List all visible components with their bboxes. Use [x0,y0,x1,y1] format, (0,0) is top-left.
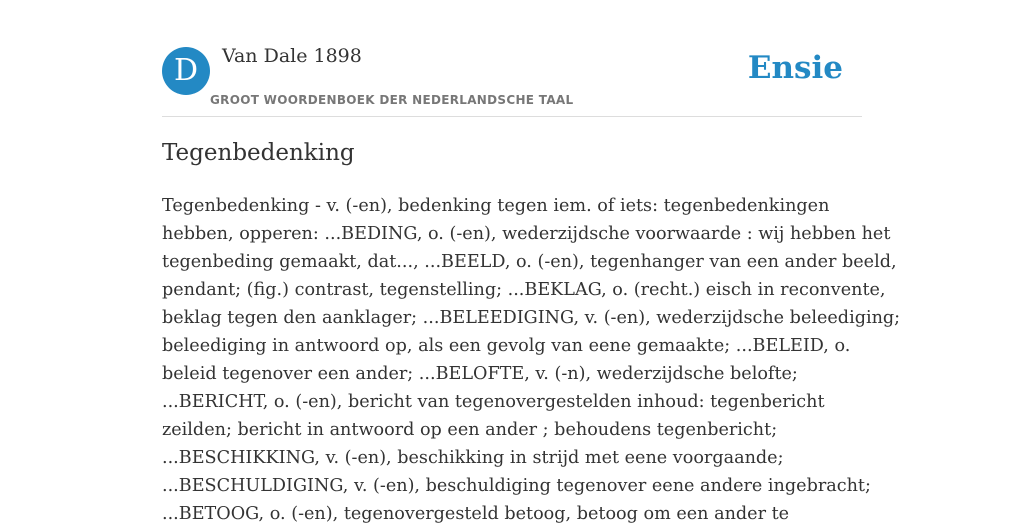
entry-title: Tegenbedenking [162,140,355,166]
entry-line: tegenbeding gemaakt, dat..., ...BEELD, o. (-en), tegenhanger van een ander beeld, [162,252,897,272]
entry-line: Tegenbedenking - v. (-en), bedenking tegen iem. of iets: tegenbedenkingen [162,196,830,216]
entry-body [162,192,901,528]
entry-line: zeilden; bericht in antwoord op een ander ; behoudens tegenbericht; [162,420,778,440]
entry-line: ...BESCHULDIGING, v. (-en), beschuldiging tegenover eene andere ingebracht; [162,476,871,496]
entry-line: beklag tegen den aanklager; ...BELEEDIGING, v. (-en), wederzijdsche beleediging; [162,308,901,328]
entry-line: ...BERICHT, o. (-en), bericht van tegenovergestelden inhoud: tegenbericht [162,392,825,412]
entry-line: beleid tegenover een ander; ...BELOFTE, v. (-n), wederzijdsche belofte; [162,364,798,384]
entry-line: beleediging in antwoord op, als een gevolg van eene gemaakte; ...BELEID, o. [162,336,851,356]
source-title[interactable]: Van Dale 1898 [222,45,362,67]
brand-logo[interactable]: Ensie [747,50,843,86]
entry-line: hebben, opperen: ...BEDING, o. (-en), wederzijdsche voorwaarde : wij hebben het [162,224,891,244]
entry-line: ...BETOOG, o. (-en), tegenovergesteld betoog, betoog om een ander te [162,504,790,524]
entry-line: pendant; (fig.) contrast, tegenstelling; ...BEKLAG, o. (recht.) eisch in reconvente, [162,280,886,300]
source-logo[interactable]: D [162,47,210,95]
source-subtitle: GROOT WOORDENBOEK DER NEDERLANDSCHE TAAL [210,93,574,107]
header [162,0,862,117]
entry-line: ...BESCHIKKING, v. (-en), beschikking in strijd met eene voorgaande; [162,448,784,468]
